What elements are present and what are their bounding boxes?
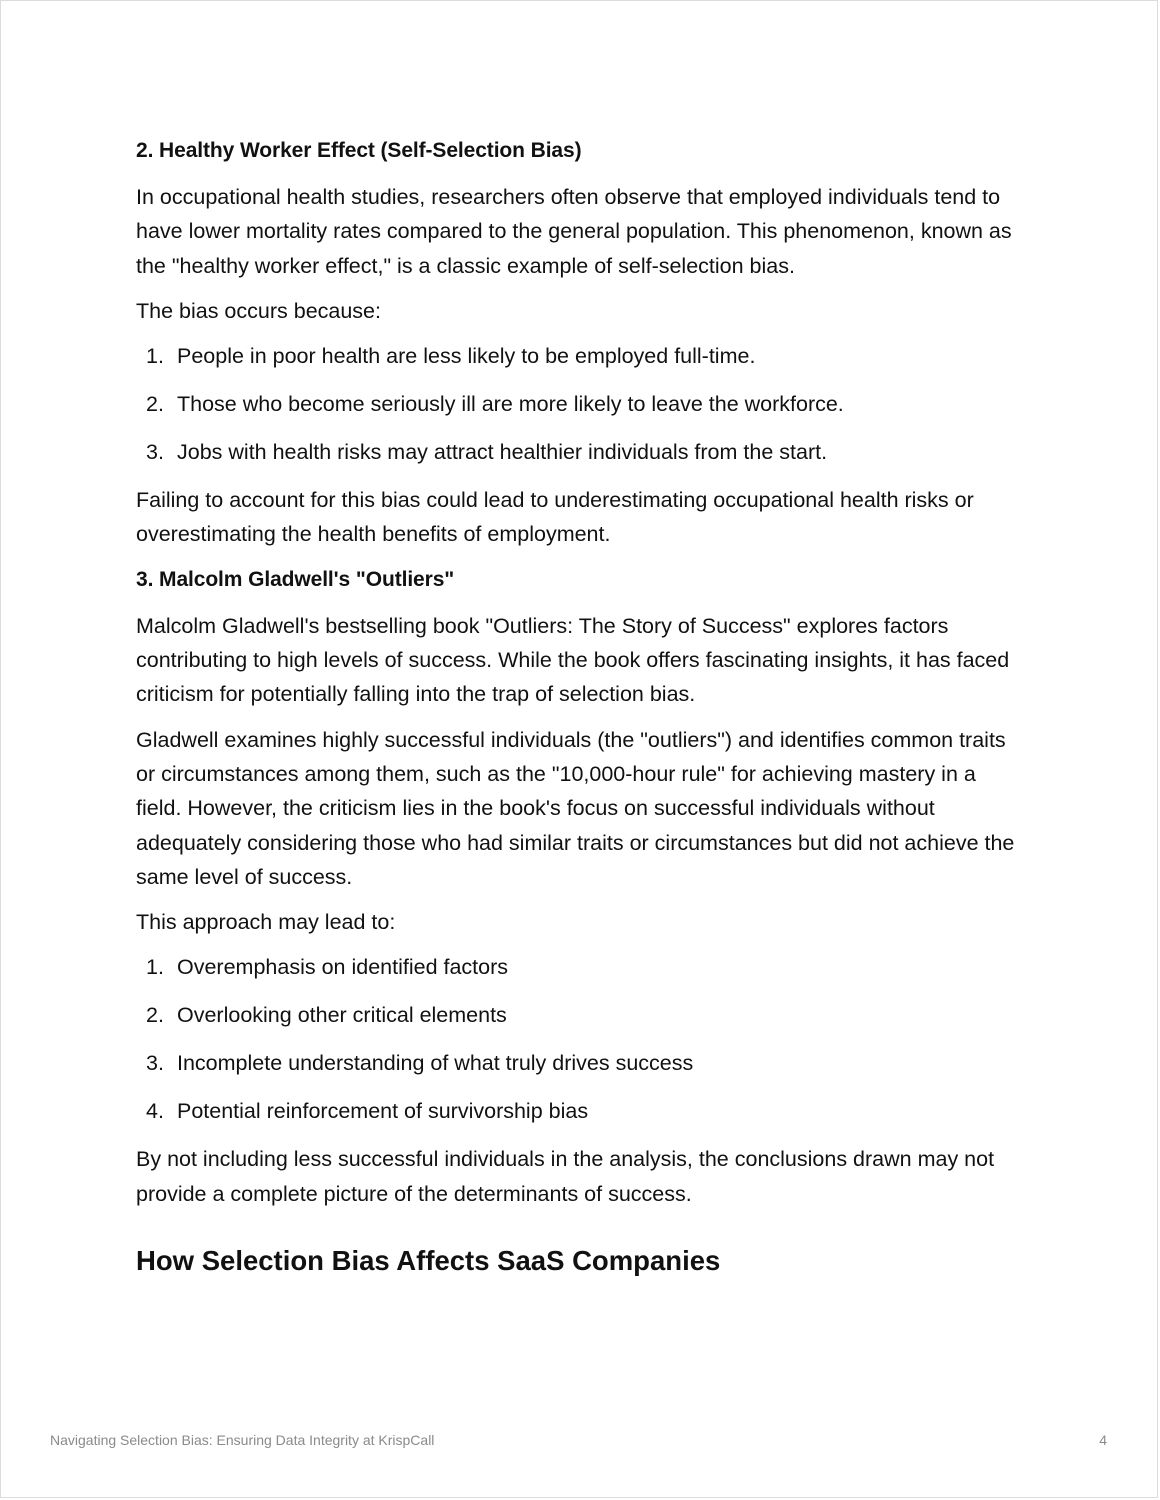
list-item-text: People in poor health are less likely to be employed full-time. xyxy=(177,344,756,369)
list-item xyxy=(136,339,1026,373)
list-number: 1. xyxy=(146,344,164,369)
list-item-text: Incomplete understanding of what truly drives success xyxy=(177,1051,694,1076)
list-number: 2. xyxy=(146,1003,164,1028)
page-content xyxy=(136,134,1026,1281)
list-number: 3. xyxy=(146,1051,164,1076)
list-number: 4. xyxy=(146,1099,164,1124)
list-item-text: Overemphasis on identified factors xyxy=(177,955,509,980)
list-item-text: Potential reinforcement of survivorship bias xyxy=(177,1099,589,1124)
page-number: 4 xyxy=(1099,1432,1107,1448)
list-item xyxy=(136,435,1026,469)
paragraph: This approach may lead to: xyxy=(136,910,396,935)
paragraph: Malcolm Gladwell's bestselling book "Outliers: The Story of Success" explores factors contributing to high levels of success. While the book offers fascinating insights, it has faced criticism for potentially falling into the trap of selection bias. xyxy=(136,613,1010,707)
footer-document-title: Navigating Selection Bias: Ensuring Data Integrity at KrispCall xyxy=(50,1432,435,1448)
paragraph: The bias occurs because: xyxy=(136,298,381,323)
list-item-text: Jobs with health risks may attract healthier individuals from the start. xyxy=(177,440,828,465)
list-number: 3. xyxy=(146,440,164,465)
list-item xyxy=(136,950,1026,984)
list-number: 1. xyxy=(146,955,164,980)
paragraph: In occupational health studies, researchers often observe that employed individuals tend to have lower mortality rates compared to the general population. This phenomenon, known as the "healthy worker effect," is a classic example of self-selection bias. xyxy=(136,185,1012,278)
list-number: 2. xyxy=(146,392,164,417)
list-item xyxy=(136,387,1026,421)
section-heading-outliers: 3. Malcolm Gladwell's "Outliers" xyxy=(136,567,455,591)
list-item-text: Overlooking other critical elements xyxy=(177,1003,507,1028)
paragraph: Failing to account for this bias could lead to underestimating occupational health risks or overestimating the health benefits of employment. xyxy=(136,488,974,547)
list-item xyxy=(136,1046,1026,1080)
paragraph: By not including less successful individuals in the analysis, the conclusions drawn may not provide a complete picture of the determinants of success. xyxy=(136,1147,995,1206)
numbered-list xyxy=(136,950,1026,1128)
page-footer xyxy=(50,1432,1107,1448)
section-heading-saas: How Selection Bias Affects SaaS Companies xyxy=(136,1245,721,1277)
paragraph: Gladwell examines highly successful individuals (the "outliers") and identifies common traits or circumstances among them, such as the "10,000-hour rule" for achieving mastery in a field. However, the criticism lies in the book's focus on successful individuals without adequately considering those who had similar traits or circumstances but did not achieve the same level of success. xyxy=(136,727,1015,889)
list-item-text: Those who become seriously ill are more likely to leave the workforce. xyxy=(177,392,844,417)
list-item xyxy=(136,1094,1026,1128)
section-heading-healthy-worker: 2. Healthy Worker Effect (Self-Selection Bias) xyxy=(136,139,582,162)
list-item xyxy=(136,998,1026,1032)
numbered-list xyxy=(136,339,1026,469)
